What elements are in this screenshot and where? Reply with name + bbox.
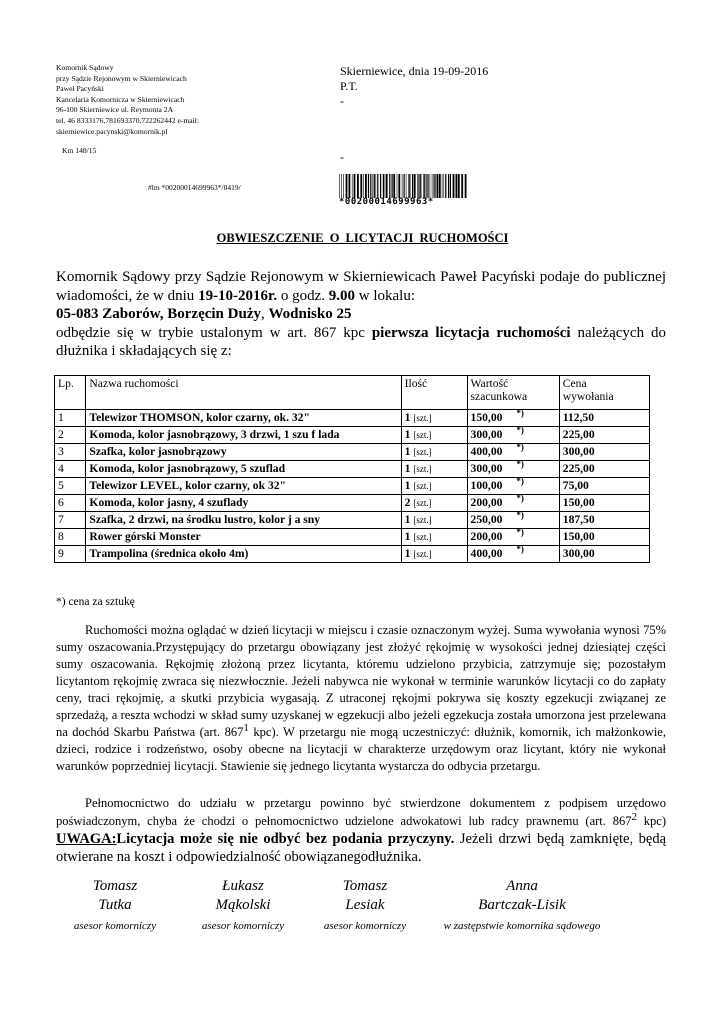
signature-1: Tomasz Tutka asesor komorniczy xyxy=(73,878,157,932)
row-name: Komoda, kolor jasnobrązowy, 3 drzwi, 1 szu f lada xyxy=(86,427,401,444)
row-value: 300,00 *) xyxy=(467,461,559,478)
barcode-bar xyxy=(398,174,400,198)
terms-paragraph: Ruchomości można oglądać w dzień licytacji w miejscu i czasie oznaczonym wyżej. Suma wywołania wynosi 75% sumy oszacowania.Przystępujący do przetargu obowiązany jest złożyć rękojmię w wysokości jednej dziesiątej części sumy oszacowania. Rękojmię złożoną przez licytanta, któremu udzielono przybicia, zatrzymuje się; pozostałym licytantom rękojmię zwraca się niezwłocznie. Jeżeli nabywca nie wykonał w terminie warunków licytacji co do zapłaty ceny, traci rękojmię, a skutki przybicia wygasają. Z utraconej rękojmi pokrywa się koszty egzekucji związanej ze sprzedażą, a reszta wchodzi w skład sumy uzyskanej w egzekucji albo jeżeli egzekucja została umorzona jest przelewana na dochód Skarbu Państwa (art. 8671 kpc). W przetargu nie mogą uczestniczyć: dłużnik, komornik, ich małżonkowie, dzieci, rodzice i rodzeństwo, osoby obecne na licytacji w charakterze urzędowym oraz licytant, który nie wykonał warunków poprzedniej licytacji. Stawienie się jednego licytanta wystarcza do odbycia przetargu. xyxy=(56,623,666,773)
signature-2: Łukasz Mąkolski asesor komorniczy xyxy=(201,878,285,932)
barcode-bar xyxy=(368,174,369,198)
row-price: 300,00 xyxy=(559,444,649,461)
row-lp: 7 xyxy=(55,512,86,529)
row-price: 225,00 xyxy=(559,427,649,444)
barcode-bar xyxy=(406,174,407,198)
table-row xyxy=(55,427,650,444)
table-row xyxy=(55,478,650,495)
header-name: Nazwa ruchomości xyxy=(86,376,401,410)
barcode-bar xyxy=(386,174,388,198)
row-price: 300,00 xyxy=(559,546,649,563)
header-value: Wartość szacunkowa xyxy=(467,376,559,410)
barcode-bar xyxy=(360,174,362,198)
row-qty: 1 [szt.] xyxy=(401,546,467,563)
row-value: 300,00 *) xyxy=(467,427,559,444)
barcode-bar xyxy=(448,174,449,198)
header-line: Komornik Sądowy xyxy=(56,63,114,72)
row-lp: 3 xyxy=(55,444,86,461)
header-line: tel. 46 8333176,781693370,722262442 e-mail: xyxy=(56,115,200,125)
row-name: Trampolina (średnica około 4m) xyxy=(86,546,401,563)
barcode-bar xyxy=(465,174,467,198)
warning-text: Licytacja może się nie odbyć bez podania przyczyny. xyxy=(116,831,455,847)
row-name: Telewizor THOMSON, kolor czarny, ok. 32" xyxy=(86,410,401,427)
footnote: *) cena za sztukę xyxy=(56,596,135,608)
row-price: 225,00 xyxy=(559,461,649,478)
barcode-bar xyxy=(435,174,436,198)
barcode-bar xyxy=(412,174,413,198)
barcode-bar xyxy=(339,174,340,198)
row-lp: 4 xyxy=(55,461,86,478)
table-header-row xyxy=(55,376,650,410)
barcode-bar xyxy=(430,174,431,198)
barcode-bar xyxy=(404,174,405,198)
intro-text: o godz. xyxy=(277,287,329,304)
barcode-bar xyxy=(439,174,441,198)
row-name: Komoda, kolor jasny, 4 szuflady xyxy=(86,495,401,512)
auction-street: Wodnisko 25 xyxy=(268,306,352,322)
barcode-bar xyxy=(363,174,364,198)
reference-code: #lm *00200014699963*/0419/ xyxy=(148,183,241,192)
intro-paragraph xyxy=(56,268,666,361)
row-price: 75,00 xyxy=(559,478,649,495)
document-title: OBWIESZCZENIE O LICYTACJI RUCHOMOŚCI xyxy=(216,231,509,245)
row-name: Telewizor LEVEL, kolor czarny, ok 32" xyxy=(86,478,401,495)
row-value: 400,00 *) xyxy=(467,546,559,563)
row-qty: 1 [szt.] xyxy=(401,410,467,427)
signature-4: Anna Bartczak-Lisik w zastępstwie komornika sądowego xyxy=(443,878,601,932)
signature-3: Tomasz Lesiak asesor komorniczy xyxy=(323,878,407,932)
barcode-bar xyxy=(420,174,421,198)
barcode-bar xyxy=(456,174,458,198)
row-name: Rower górski Monster xyxy=(86,529,401,546)
barcode-bar xyxy=(343,174,344,198)
barcode-bar xyxy=(450,174,451,198)
barcode-bar xyxy=(442,174,443,198)
intro-text: należących do dłużnika i składających się z: xyxy=(56,324,666,359)
recipient-dash-2: - xyxy=(340,150,344,164)
date-line: Skierniewice, dnia 19-09-2016 xyxy=(340,64,489,78)
barcode-bar xyxy=(424,174,425,198)
row-lp: 2 xyxy=(55,427,86,444)
row-lp: 6 xyxy=(55,495,86,512)
barcode-bar xyxy=(389,174,390,198)
barcode-bar xyxy=(432,174,433,198)
table-row xyxy=(55,512,650,529)
barcode-bar xyxy=(426,174,427,198)
row-price: 150,00 xyxy=(559,495,649,512)
barcode-bar xyxy=(354,174,356,198)
row-qty: 1 [szt.] xyxy=(401,478,467,495)
barcode-bar xyxy=(373,174,374,198)
barcode xyxy=(339,174,467,208)
header-email: skierniewice.pacynski@komornik.pl xyxy=(56,126,168,136)
row-value: 250,00 *) xyxy=(467,512,559,529)
barcode-bar xyxy=(417,174,418,198)
barcode-bar xyxy=(418,174,419,198)
row-value: 150,00 *) xyxy=(467,410,559,427)
row-qty: 1 [szt.] xyxy=(401,512,467,529)
header-lp: Lp. xyxy=(55,376,86,410)
intro-text: w lokalu: xyxy=(355,287,416,304)
barcode-bar xyxy=(374,174,375,198)
table-row xyxy=(55,529,650,546)
barcode-bar xyxy=(377,174,378,198)
auction-hour: 9.00 xyxy=(328,287,356,304)
warning-label: UWAGA: xyxy=(56,831,117,847)
barcode-bar xyxy=(427,174,428,198)
auction-date: 19-10-2016r. xyxy=(198,287,278,304)
barcode-bar xyxy=(357,174,359,198)
table-row xyxy=(55,495,650,512)
barcode-bar xyxy=(397,174,398,198)
table-row xyxy=(55,444,650,461)
row-name: Komoda, kolor jasnobrązowy, 5 szuflad xyxy=(86,461,401,478)
barcode-bar xyxy=(393,174,395,198)
row-lp: 5 xyxy=(55,478,86,495)
row-value: 200,00 *) xyxy=(467,529,559,546)
barcode-graphic xyxy=(339,174,467,198)
header-line: Kancelaria Komornicza w Skierniewicach xyxy=(56,94,185,104)
barcode-bar xyxy=(365,174,367,198)
row-qty: 1 [szt.] xyxy=(401,444,467,461)
barcode-bar xyxy=(437,174,439,198)
barcode-bar xyxy=(376,174,377,198)
row-price: 112,50 xyxy=(559,410,649,427)
auction-type: pierwsza licytacja ruchomości xyxy=(371,324,571,341)
barcode-bar xyxy=(385,174,386,198)
barcode-bar xyxy=(349,174,351,198)
barcode-bar xyxy=(414,174,416,198)
row-value: 100,00 *) xyxy=(467,478,559,495)
barcode-bar xyxy=(380,174,381,198)
barcode-bar xyxy=(402,174,403,198)
table-row xyxy=(55,410,650,427)
barcode-bar xyxy=(409,174,410,198)
row-qty: 1 [szt.] xyxy=(401,427,467,444)
intro-text: odbędzie się w trybie ustalonym w art. 867 kpc xyxy=(56,324,372,341)
row-lp: 9 xyxy=(55,546,86,563)
row-lp: 8 xyxy=(55,529,86,546)
barcode-bar xyxy=(370,174,371,198)
header-qty: Ilość xyxy=(401,376,467,410)
row-qty: 2 [szt.] xyxy=(401,495,467,512)
header-price: Cena wywołania xyxy=(559,376,649,410)
row-price: 150,00 xyxy=(559,529,649,546)
bailiff-header xyxy=(56,63,296,137)
row-price: 187,50 xyxy=(559,512,649,529)
auction-location: 05-083 Zaborów, Borzęcin Duży xyxy=(56,306,261,322)
barcode-bar xyxy=(428,174,429,198)
barcode-bar xyxy=(444,174,445,198)
row-value: 400,00 *) xyxy=(467,444,559,461)
barcode-text: *00200014699963* xyxy=(339,197,434,207)
barcode-bar xyxy=(458,174,460,198)
header-line: przy Sądzie Rejonowym w Skierniewicach xyxy=(56,73,187,83)
barcode-bar xyxy=(461,174,463,198)
barcode-bar xyxy=(383,174,384,198)
barcode-bar xyxy=(423,174,424,198)
row-qty: 1 [szt.] xyxy=(401,529,467,546)
barcode-bar xyxy=(341,174,342,198)
barcode-bar xyxy=(434,174,435,198)
row-name: Szafka, 2 drzwi, na środku lustro, kolor j a sny xyxy=(86,512,401,529)
barcode-bar xyxy=(346,174,348,198)
recipient-pt: P.T. xyxy=(340,79,358,93)
recipient-dash: - xyxy=(340,94,344,108)
barcode-bar xyxy=(408,174,409,198)
case-number: Km 148/15 xyxy=(62,146,97,155)
date-block xyxy=(340,64,488,109)
header-line: 96-100 Skierniewice ul. Reymonta 2A xyxy=(56,105,174,115)
table-row xyxy=(55,546,650,563)
intro-text: Komornik Sądowy przy Sądzie Rejonowym w Skierniewicach Paweł Pacyński podaje do publicznej wiadomości, że w dniu xyxy=(56,269,666,304)
row-qty: 1 [szt.] xyxy=(401,461,467,478)
intro-text: , xyxy=(260,306,269,322)
row-lp: 1 xyxy=(55,410,86,427)
proxy-paragraph: Pełnomocnictwo do udziału w przetargu powinno być stwierdzone dokumentem z podpisem urzędowo poświadczonym, chyba że chodzi o pełnomocnictwo udzielone adwokatowi lub radcy prawnemu (art. 8672 kpc) UWAGA:Licytacja może się nie odbyć bez podania przyczyny. Jeżeli drzwi będą zamknięte, będą otwierane na koszt i odpowiedzialność obowiązanegodłużnika. xyxy=(56,796,666,865)
items-table xyxy=(54,375,650,563)
table-row xyxy=(55,461,650,478)
barcode-bar xyxy=(453,174,455,198)
barcode-bar xyxy=(352,174,353,198)
barcode-bar xyxy=(392,174,393,198)
row-value: 200,00 *) xyxy=(467,495,559,512)
barcode-bar xyxy=(445,174,446,198)
row-name: Szafka, kolor jasnobrązowy xyxy=(86,444,401,461)
header-line: Paweł Pacyński xyxy=(56,84,104,94)
